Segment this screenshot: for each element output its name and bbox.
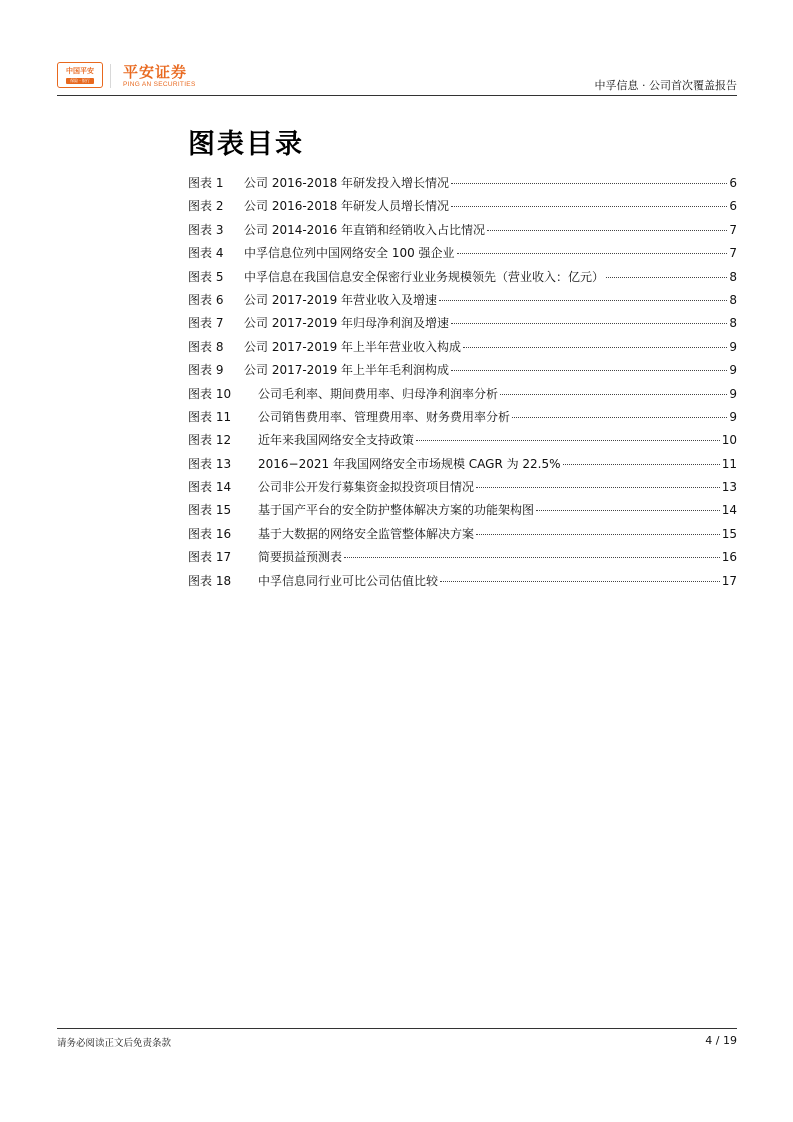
brand-name: 平安证券 (123, 63, 188, 81)
toc-dot-leader (451, 183, 727, 184)
toc-entry-label: 图表 10 (188, 386, 232, 401)
toc-entry-title: 中孚信息在我国信息安全保密行业业务规模领先（营业收入：亿元） (244, 269, 605, 284)
toc-entry-label: 图表 12 (188, 433, 232, 448)
toc-entry[interactable] (188, 314, 737, 337)
toc-entry[interactable] (188, 221, 737, 244)
toc-dot-leader (512, 417, 727, 418)
toc-entry[interactable] (188, 478, 737, 501)
toc-entry-label: 图表 15 (188, 503, 232, 518)
toc-entry-page: 14 (721, 503, 737, 518)
toc-entry-page: 8 (729, 316, 737, 331)
toc-entry-page: 7 (729, 246, 737, 261)
toc-entry-title: 公司 2017-2019 年上半年营业收入构成 (244, 339, 462, 354)
toc-entry-title: 公司毛利率、期间费用率、归母净利润率分析 (258, 386, 499, 401)
toc-entry-page: 10 (721, 433, 737, 448)
toc-entry[interactable] (188, 174, 737, 197)
toc-entry-page: 16 (721, 550, 737, 565)
toc-entry-title: 公司销售费用率、管理费用率、财务费用率分析 (258, 409, 511, 424)
toc-entry-label: 图表 6 (188, 292, 224, 307)
toc-entry[interactable] (188, 338, 737, 361)
toc-dot-leader (439, 300, 727, 301)
toc-entry[interactable] (188, 268, 737, 291)
toc-entry-title: 基于国产平台的安全防护整体解决方案的功能架构图 (258, 503, 535, 518)
toc-entry[interactable] (188, 431, 737, 454)
page-title: 图表目录 (188, 129, 304, 160)
toc-entry[interactable] (188, 385, 737, 408)
toc-entry-label: 图表 18 (188, 573, 232, 588)
toc-entry-label: 图表 13 (188, 456, 232, 471)
toc-entry[interactable] (188, 244, 737, 267)
toc-entry[interactable] (188, 455, 737, 478)
page-number: 4 / 19 (705, 1034, 737, 1047)
toc-dot-leader (457, 253, 728, 254)
toc-entry-page: 9 (729, 409, 737, 424)
toc-entry-title: 公司 2016-2018 年研发投入增长情况 (244, 176, 450, 190)
toc-entry-title: 公司 2017-2019 年归母净利润及增速 (244, 316, 450, 331)
toc-entry-label: 图表 17 (188, 550, 232, 565)
logo-badge-sub: 保险 · 银行 (66, 78, 94, 84)
toc-entry-title: 2016−2021 年我国网络安全市场规模 CAGR 为 22.5% (258, 456, 561, 471)
page-header (57, 62, 737, 94)
toc-entry-page: 9 (729, 386, 737, 401)
toc-entry[interactable] (188, 291, 737, 314)
toc-entry[interactable] (188, 408, 737, 431)
toc-dot-leader (451, 206, 727, 207)
toc-entry-title: 公司 2016-2018 年研发人员增长情况 (244, 199, 450, 214)
toc-entry-label: 图表 7 (188, 316, 224, 331)
toc-entry-label: 图表 14 (188, 480, 232, 495)
toc-entry-page: 15 (721, 526, 737, 541)
logo-badge-text: 中国平安 (66, 67, 94, 75)
toc-entry-page: 17 (721, 573, 737, 588)
toc-dot-leader (500, 394, 727, 395)
toc-dot-leader (440, 581, 720, 582)
toc-entry-title: 基于大数据的网络安全监管整体解决方案 (258, 526, 475, 541)
toc-dot-leader (451, 370, 727, 371)
toc-entry-label: 图表 5 (188, 269, 224, 284)
toc-entry-page: 9 (729, 339, 737, 354)
ping-an-logo-badge (57, 62, 103, 88)
toc-entry-title: 公司 2017-2019 年营业收入及增速 (244, 292, 438, 307)
toc-entry-title: 简要损益预测表 (258, 550, 343, 565)
header-divider (57, 95, 737, 96)
toc-entry-page: 8 (729, 269, 737, 284)
toc-entry-page: 6 (729, 199, 737, 214)
toc-entry-title: 中孚信息同行业可比公司估值比较 (258, 573, 439, 588)
report-title: 中孚信息 · 公司首次覆盖报告 (594, 79, 737, 92)
toc-dot-leader (536, 510, 720, 511)
toc-entry-title: 公司非公开发行募集资金拟投资项目情况 (258, 480, 475, 495)
toc-entry-title: 公司 2017-2019 年上半年毛利润构成 (244, 363, 450, 378)
toc-dot-leader (476, 534, 720, 535)
toc-entry-label: 图表 8 (188, 339, 224, 354)
toc-entry-title: 近年来我国网络安全支持政策 (258, 433, 415, 448)
toc-entry-label: 图表 1 (188, 176, 224, 190)
toc-entry-label: 图表 16 (188, 526, 232, 541)
toc-entry[interactable] (188, 572, 737, 595)
toc-entry-page: 8 (729, 292, 737, 307)
toc-dot-leader (344, 557, 720, 558)
figure-list (188, 174, 737, 595)
toc-entry-label: 图表 9 (188, 363, 224, 378)
footer-divider (57, 1028, 737, 1029)
toc-entry-title: 公司 2014-2016 年直销和经销收入占比情况 (244, 222, 486, 237)
toc-entry-title: 中孚信息位列中国网络安全 100 强企业 (244, 246, 455, 261)
toc-entry-label: 图表 4 (188, 246, 224, 261)
disclaimer-note: 请务必阅读正文后免责条款 (57, 1038, 172, 1049)
toc-dot-leader (606, 277, 727, 278)
toc-entry[interactable] (188, 501, 737, 524)
toc-entry[interactable] (188, 197, 737, 220)
toc-dot-leader (476, 487, 720, 488)
toc-entry-label: 图表 3 (188, 222, 224, 237)
toc-entry-page: 9 (729, 363, 737, 378)
toc-dot-leader (416, 440, 720, 441)
toc-entry[interactable] (188, 548, 737, 571)
toc-entry-label: 图表 11 (188, 409, 232, 424)
toc-dot-leader (563, 464, 720, 465)
toc-entry[interactable] (188, 525, 737, 548)
toc-entry-page: 7 (729, 222, 737, 237)
toc-dot-leader (451, 323, 727, 324)
logo-divider (110, 64, 111, 88)
toc-entry-page: 11 (721, 456, 737, 471)
brand-subtitle: PING AN SECURITIES (123, 81, 196, 88)
toc-entry-page: 6 (729, 176, 737, 190)
toc-entry[interactable] (188, 361, 737, 384)
toc-dot-leader (487, 230, 727, 231)
toc-entry-label: 图表 2 (188, 199, 224, 214)
toc-dot-leader (463, 347, 727, 348)
toc-entry-page: 13 (721, 480, 737, 495)
